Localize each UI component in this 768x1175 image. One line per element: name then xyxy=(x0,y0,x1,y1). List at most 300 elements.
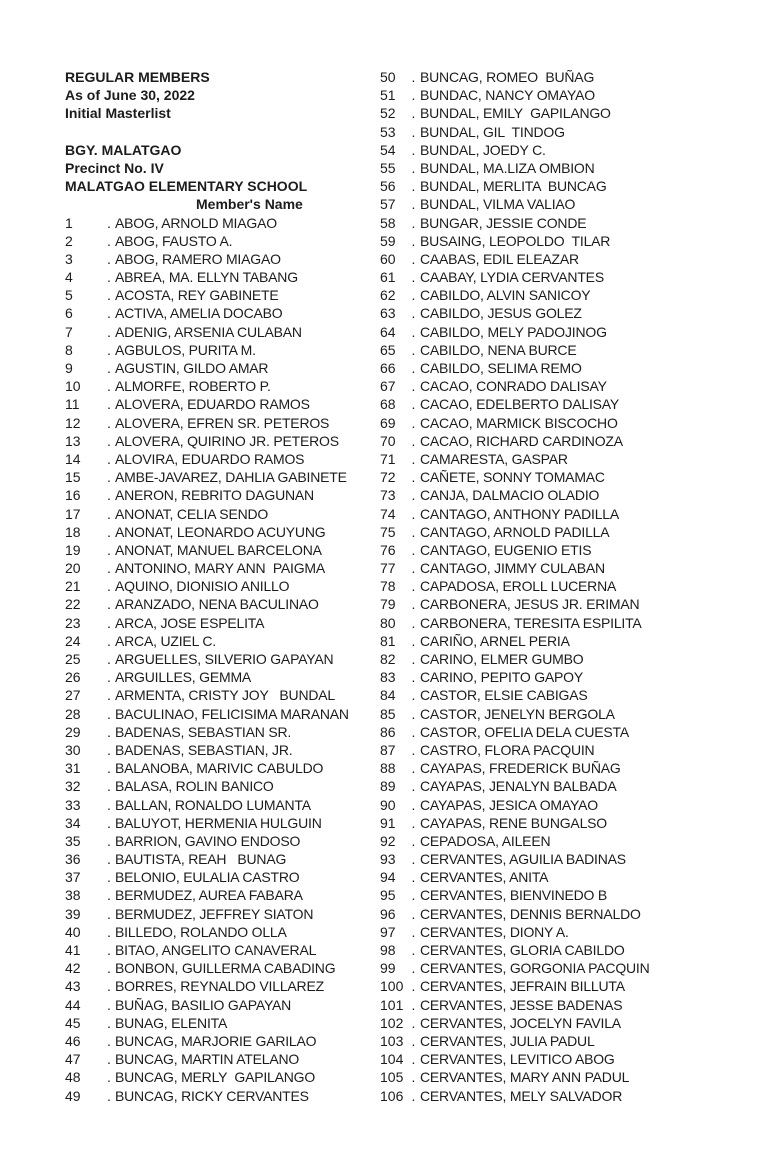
member-list-right xyxy=(380,68,760,1105)
list-item xyxy=(380,668,760,686)
member-number: 11 xyxy=(65,396,80,413)
member-number: 24 xyxy=(65,632,81,649)
document-title: REGULAR MEMBERS xyxy=(65,69,210,85)
list-item xyxy=(380,1068,760,1086)
member-number: 94 xyxy=(380,869,396,886)
list-item xyxy=(65,923,370,941)
member-name: BONBON, GUILLERMA CABADING xyxy=(115,960,336,977)
row-separator: . xyxy=(107,1014,111,1031)
member-number: 57 xyxy=(380,196,396,213)
member-name: ABOG, FAUSTO A. xyxy=(115,232,233,249)
list-item xyxy=(380,359,760,377)
row-separator: . xyxy=(411,1051,416,1068)
member-number: 105 xyxy=(380,1069,404,1086)
member-number: 86 xyxy=(380,723,396,740)
member-name: CERVANTES, MELY SALVADOR xyxy=(420,1087,623,1104)
member-number: 84 xyxy=(380,687,396,704)
member-number: 16 xyxy=(65,487,81,504)
row-separator: . xyxy=(107,323,111,340)
member-name: CERVANTES, GLORIA CABILDO xyxy=(420,942,625,958)
member-name: ALOVERA, EDUARDO RAMOS xyxy=(115,396,310,413)
row-separator: . xyxy=(411,159,416,176)
member-number: 106 xyxy=(380,1087,404,1104)
list-item xyxy=(380,486,760,504)
list-item xyxy=(65,723,370,741)
member-name: BAUTISTA, REAH BUNAG xyxy=(115,851,287,868)
list-item xyxy=(65,486,370,504)
list-item xyxy=(380,1087,760,1105)
row-separator: . xyxy=(107,487,111,504)
member-name: ARCA, UZIEL C. xyxy=(115,632,216,649)
member-name: CABILDO, SELIMA REMO xyxy=(420,360,582,376)
member-number: 72 xyxy=(380,469,396,486)
member-number: 90 xyxy=(380,796,396,813)
member-number: 64 xyxy=(380,323,396,340)
list-item xyxy=(380,632,760,650)
member-name: BALUYOT, HERMENIA HULGUIN xyxy=(115,814,322,831)
member-number: 104 xyxy=(380,1051,404,1068)
list-item xyxy=(65,686,370,704)
row-separator: . xyxy=(411,796,416,813)
member-number: 12 xyxy=(65,414,81,431)
row-separator: . xyxy=(411,978,416,995)
row-separator: . xyxy=(411,505,416,522)
row-separator: . xyxy=(411,687,416,704)
row-separator: . xyxy=(411,960,416,977)
member-number: 31 xyxy=(65,760,81,777)
member-name: BUNCAG, RICKY CERVANTES xyxy=(115,1087,309,1104)
member-name: BALANOBA, MARIVIC CABULDO xyxy=(115,760,324,777)
row-separator: . xyxy=(107,232,111,249)
member-number: 52 xyxy=(380,105,396,122)
member-number: 102 xyxy=(380,1014,404,1031)
member-name: CARBONERA, TERESITA ESPILITA xyxy=(420,614,642,631)
row-separator: . xyxy=(411,869,416,886)
member-number: 89 xyxy=(380,778,396,795)
member-number: 39 xyxy=(65,905,81,922)
row-separator: . xyxy=(411,923,416,940)
member-number: 2 xyxy=(65,232,73,249)
member-number: 40 xyxy=(65,923,81,940)
row-separator: . xyxy=(107,469,111,486)
list-item xyxy=(380,1050,760,1068)
member-name: BALASA, ROLIN BANICO xyxy=(115,778,274,795)
row-separator: . xyxy=(411,887,416,904)
member-number: 21 xyxy=(65,578,81,595)
member-name: AGUSTIN, GILDO AMAR xyxy=(115,360,269,376)
member-number: 82 xyxy=(380,651,396,667)
member-number: 50 xyxy=(380,69,396,85)
row-separator: . xyxy=(411,196,416,213)
row-separator: . xyxy=(411,705,416,722)
member-number: 51 xyxy=(380,87,396,104)
member-name: CANTAGO, ARNOLD PADILLA xyxy=(420,523,610,540)
list-item xyxy=(380,832,760,850)
member-number: 15 xyxy=(65,469,81,486)
row-separator: . xyxy=(411,905,416,922)
member-name: CERVANTES, DENNIS BERNALDO xyxy=(420,905,641,922)
member-number: 69 xyxy=(380,414,396,431)
list-item xyxy=(65,959,370,977)
member-name: CERVANTES, BIENVINEDO B xyxy=(420,887,608,904)
member-number: 68 xyxy=(380,396,396,413)
member-name: ARCA, JOSE ESPELITA xyxy=(115,614,265,631)
member-name: BUNCAG, MARTIN ATELANO xyxy=(115,1051,300,1068)
list-item xyxy=(380,86,760,104)
member-name: CACAO, RICHARD CARDINOZA xyxy=(420,432,623,449)
list-item xyxy=(65,1068,370,1086)
list-item xyxy=(380,1014,760,1032)
member-name: CABILDO, MELY PADOJINOG xyxy=(420,323,607,340)
member-number: 32 xyxy=(65,778,81,795)
member-name: ARMENTA, CRISTY JOY BUNDAL xyxy=(115,687,335,704)
member-name: CAÑETE, SONNY TOMAMAC xyxy=(420,469,605,486)
list-item xyxy=(380,650,760,668)
row-separator: . xyxy=(411,69,416,85)
member-number: 56 xyxy=(380,178,396,195)
row-separator: . xyxy=(411,578,416,595)
row-separator: . xyxy=(411,450,416,467)
member-name: AGBULOS, PURITA M. xyxy=(115,341,256,358)
member-number: 35 xyxy=(65,832,81,849)
row-separator: . xyxy=(411,614,416,631)
member-name: ACOSTA, REY GABINETE xyxy=(115,287,279,304)
list-item xyxy=(380,268,760,286)
member-name: CARINO, ELMER GUMBO xyxy=(420,651,584,667)
list-item xyxy=(380,304,760,322)
list-item xyxy=(65,996,370,1014)
row-separator: . xyxy=(107,723,111,740)
member-number: 55 xyxy=(380,159,396,176)
member-name: AQUINO, DIONISIO ANILLO xyxy=(115,578,290,595)
member-number: 100 xyxy=(380,978,404,995)
member-name: CAABAS, EDIL ELEAZAR xyxy=(420,250,579,267)
row-separator: . xyxy=(411,523,416,540)
member-name: CAMARESTA, GASPAR xyxy=(420,450,568,467)
member-name: BUNCAG, ROMEO BUÑAG xyxy=(420,69,595,85)
row-separator: . xyxy=(107,832,111,849)
member-number: 83 xyxy=(380,669,396,686)
member-name: CERVANTES, LEVITICO ABOG xyxy=(420,1051,615,1068)
list-item xyxy=(380,250,760,268)
row-separator: . xyxy=(107,287,111,304)
row-separator: . xyxy=(411,942,416,958)
member-name: CANTAGO, JIMMY CULABAN xyxy=(420,560,605,577)
list-item xyxy=(65,523,370,541)
member-number: 78 xyxy=(380,578,396,595)
row-separator: . xyxy=(411,269,416,286)
member-number: 77 xyxy=(380,560,396,577)
row-separator: . xyxy=(107,214,111,231)
member-name: CACAO, EDELBERTO DALISAY xyxy=(420,396,620,413)
member-name: CAYAPAS, FREDERICK BUÑAG xyxy=(420,760,621,777)
member-name: BUSAING, LEOPOLDO TILAR xyxy=(420,232,611,249)
member-number: 76 xyxy=(380,541,396,558)
member-name: CAABAY, LYDIA CERVANTES xyxy=(420,269,604,286)
list-item xyxy=(65,668,370,686)
member-number: 9 xyxy=(65,360,73,376)
row-separator: . xyxy=(411,250,416,267)
member-number: 19 xyxy=(65,541,81,558)
member-name: ALOVIRA, EDUARDO RAMOS xyxy=(115,450,305,467)
row-separator: . xyxy=(107,1087,111,1104)
member-name: CERVANTES, MARY ANN PADUL xyxy=(420,1069,630,1086)
list-item xyxy=(380,850,760,868)
member-name: BUÑAG, BASILIO GAPAYAN xyxy=(115,996,292,1013)
member-name: CERVANTES, JOCELYN FAVILA xyxy=(420,1014,621,1031)
member-number: 33 xyxy=(65,796,81,813)
row-separator: . xyxy=(411,1014,416,1031)
list-item xyxy=(65,468,370,486)
member-number: 101 xyxy=(380,996,404,1013)
list-item xyxy=(380,614,760,632)
member-name: BUNCAG, MARJORIE GARILAO xyxy=(115,1032,317,1049)
list-item xyxy=(380,959,760,977)
list-item xyxy=(380,777,760,795)
row-separator: . xyxy=(411,741,416,758)
member-number: 18 xyxy=(65,523,81,540)
row-separator: . xyxy=(411,360,416,376)
member-number: 67 xyxy=(380,378,396,395)
member-number: 7 xyxy=(65,323,73,340)
list-item xyxy=(380,232,760,250)
list-item xyxy=(380,705,760,723)
row-separator: . xyxy=(107,305,111,322)
list-item xyxy=(380,559,760,577)
member-number: 80 xyxy=(380,614,396,631)
member-name: ARGUELLES, SILVERIO GAPAYAN xyxy=(115,651,334,667)
list-item xyxy=(380,177,760,195)
member-name: ANTONINO, MARY ANN PAIGMA xyxy=(115,560,326,577)
member-name: ACTIVA, AMELIA DOCABO xyxy=(115,305,283,322)
member-name: ALMORFE, ROBERTO P. xyxy=(115,378,271,395)
member-number: 22 xyxy=(65,596,81,613)
list-item xyxy=(65,395,370,413)
list-item xyxy=(380,395,760,413)
row-separator: . xyxy=(411,396,416,413)
member-number: 14 xyxy=(65,450,81,467)
member-name: BADENAS, SEBASTIAN, JR. xyxy=(115,741,293,758)
member-name: CERVANTES, JEFRAIN BILLUTA xyxy=(420,978,625,995)
list-item xyxy=(380,159,760,177)
member-number: 4 xyxy=(65,269,73,286)
member-number: 75 xyxy=(380,523,396,540)
list-item xyxy=(380,577,760,595)
row-separator: . xyxy=(411,560,416,577)
member-number: 97 xyxy=(380,923,396,940)
list-item xyxy=(380,741,760,759)
member-name: BADENAS, SEBASTIAN SR. xyxy=(115,723,292,740)
member-name: ALOVERA, QUIRINO JR. PETEROS xyxy=(115,432,339,449)
row-separator: . xyxy=(411,87,416,104)
member-number: 93 xyxy=(380,851,396,868)
row-separator: . xyxy=(411,323,416,340)
list-item xyxy=(380,886,760,904)
member-number: 88 xyxy=(380,760,396,777)
row-separator: . xyxy=(107,396,111,413)
member-name: CAYAPAS, JESICA OMAYAO xyxy=(420,796,598,813)
member-name: CASTRO, FLORA PACQUIN xyxy=(420,741,595,758)
member-name: CABILDO, JESUS GOLEZ xyxy=(420,305,582,322)
row-separator: . xyxy=(411,723,416,740)
row-separator: . xyxy=(107,432,111,449)
row-separator: . xyxy=(107,651,111,667)
member-name: BERMUDEZ, JEFFREY SIATON xyxy=(115,905,314,922)
member-name: AMBE-JAVAREZ, DAHLIA GABINETE xyxy=(115,469,347,486)
row-separator: . xyxy=(411,1032,416,1049)
member-name: ARANZADO, NENA BACULINAO xyxy=(115,596,319,613)
list-item xyxy=(65,777,370,795)
member-number: 103 xyxy=(380,1032,404,1049)
list-item xyxy=(380,377,760,395)
row-separator: . xyxy=(107,960,111,977)
list-item xyxy=(380,541,760,559)
member-number: 99 xyxy=(380,960,396,977)
list-item xyxy=(380,68,760,86)
member-number: 29 xyxy=(65,723,81,740)
member-number: 44 xyxy=(65,996,81,1013)
row-separator: . xyxy=(107,1069,111,1086)
member-name: ANERON, REBRITO DAGUNAN xyxy=(115,487,314,504)
list-item xyxy=(380,505,760,523)
list-item xyxy=(65,650,370,668)
member-name: CARIÑO, ARNEL PERIA xyxy=(420,632,570,649)
row-separator: . xyxy=(411,814,416,831)
row-separator: . xyxy=(107,632,111,649)
member-name: CAPADOSA, EROLL LUCERNA xyxy=(420,578,617,595)
list-item xyxy=(380,1032,760,1050)
list-item xyxy=(380,814,760,832)
masterlist-label: Initial Masterlist xyxy=(65,105,171,122)
list-item xyxy=(380,996,760,1014)
list-item xyxy=(380,414,760,432)
blank-line xyxy=(65,123,370,141)
member-number: 43 xyxy=(65,978,81,995)
list-item xyxy=(65,941,370,959)
row-separator: . xyxy=(107,450,111,467)
member-name: CASTOR, OFELIA DELA CUESTA xyxy=(420,723,630,740)
member-number: 6 xyxy=(65,305,73,322)
list-item xyxy=(380,195,760,213)
list-item xyxy=(65,814,370,832)
row-separator: . xyxy=(107,269,111,286)
row-separator: . xyxy=(107,523,111,540)
member-name: CARBONERA, JESUS JR. ERIMAN xyxy=(420,596,640,613)
list-item xyxy=(65,559,370,577)
member-number: 79 xyxy=(380,596,396,613)
list-item xyxy=(65,541,370,559)
list-item xyxy=(380,905,760,923)
member-number: 98 xyxy=(380,942,396,958)
member-number: 49 xyxy=(65,1087,81,1104)
list-item xyxy=(65,432,370,450)
member-name: ABOG, ARNOLD MIAGAO xyxy=(115,214,277,231)
member-number: 58 xyxy=(380,214,396,231)
list-item xyxy=(380,941,760,959)
member-number: 65 xyxy=(380,341,396,358)
member-name: BUNDAL, VILMA VALIAO xyxy=(420,196,576,213)
list-item xyxy=(65,250,370,268)
list-item xyxy=(65,377,370,395)
row-separator: . xyxy=(411,596,416,613)
row-separator: . xyxy=(107,560,111,577)
row-separator: . xyxy=(107,1051,111,1068)
row-separator: . xyxy=(107,996,111,1013)
row-separator: . xyxy=(411,214,416,231)
member-name: BERMUDEZ, AUREA FABARA xyxy=(115,887,303,904)
member-number: 95 xyxy=(380,887,396,904)
member-name: CAYAPAS, RENE BUNGALSO xyxy=(420,814,607,831)
member-name: CASTOR, ELSIE CABIGAS xyxy=(420,687,588,704)
member-number: 71 xyxy=(380,450,396,467)
member-number: 53 xyxy=(380,123,396,140)
member-name: CASTOR, JENELYN BERGOLA xyxy=(420,705,615,722)
row-separator: . xyxy=(107,614,111,631)
list-item xyxy=(380,123,760,141)
list-item xyxy=(380,595,760,613)
list-item xyxy=(65,286,370,304)
list-item xyxy=(380,796,760,814)
member-name: CANJA, DALMACIO OLADIO xyxy=(420,487,600,504)
member-name: ARGUILLES, GEMMA xyxy=(115,669,252,686)
member-name: CABILDO, NENA BURCE xyxy=(420,341,577,358)
member-name: BACULINAO, FELICISIMA MARANAN xyxy=(115,705,349,722)
member-number: 46 xyxy=(65,1032,81,1049)
member-number: 17 xyxy=(65,505,81,522)
list-item xyxy=(65,632,370,650)
member-name: BUNDAL, JOEDY C. xyxy=(420,141,546,158)
member-name: ABREA, MA. ELLYN TABANG xyxy=(115,269,298,286)
row-separator: . xyxy=(411,541,416,558)
row-separator: . xyxy=(411,432,416,449)
member-number: 34 xyxy=(65,814,81,831)
list-item xyxy=(65,214,370,232)
member-number: 41 xyxy=(65,942,81,958)
list-item xyxy=(65,886,370,904)
row-separator: . xyxy=(107,414,111,431)
member-name: BELONIO, EULALIA CASTRO xyxy=(115,869,300,886)
member-number: 28 xyxy=(65,705,81,722)
member-name: BILLEDO, ROLANDO OLLA xyxy=(115,923,287,940)
row-separator: . xyxy=(107,341,111,358)
row-separator: . xyxy=(411,414,416,431)
list-item xyxy=(380,286,760,304)
list-item xyxy=(65,341,370,359)
list-item xyxy=(65,232,370,250)
row-separator: . xyxy=(411,287,416,304)
member-name: BALLAN, RONALDO LUMANTA xyxy=(115,796,311,813)
member-name: BUNDAL, MERLITA BUNCAG xyxy=(420,178,607,195)
list-item xyxy=(65,1014,370,1032)
list-item xyxy=(65,868,370,886)
member-name: ABOG, RAMERO MIAGAO xyxy=(115,250,281,267)
member-number: 37 xyxy=(65,869,81,886)
member-name: CACAO, MARMICK BISCOCHO xyxy=(420,414,618,431)
member-number: 3 xyxy=(65,250,73,267)
member-name: ANONAT, MANUEL BARCELONA xyxy=(115,541,322,558)
list-item xyxy=(65,905,370,923)
row-separator: . xyxy=(411,832,416,849)
member-number: 26 xyxy=(65,669,81,686)
list-item xyxy=(65,577,370,595)
member-number: 87 xyxy=(380,741,396,758)
member-name: CAYAPAS, JENALYN BALBADA xyxy=(420,778,617,795)
row-separator: . xyxy=(107,741,111,758)
list-item xyxy=(65,796,370,814)
row-separator: . xyxy=(411,469,416,486)
row-separator: . xyxy=(411,305,416,322)
member-number: 73 xyxy=(380,487,396,504)
